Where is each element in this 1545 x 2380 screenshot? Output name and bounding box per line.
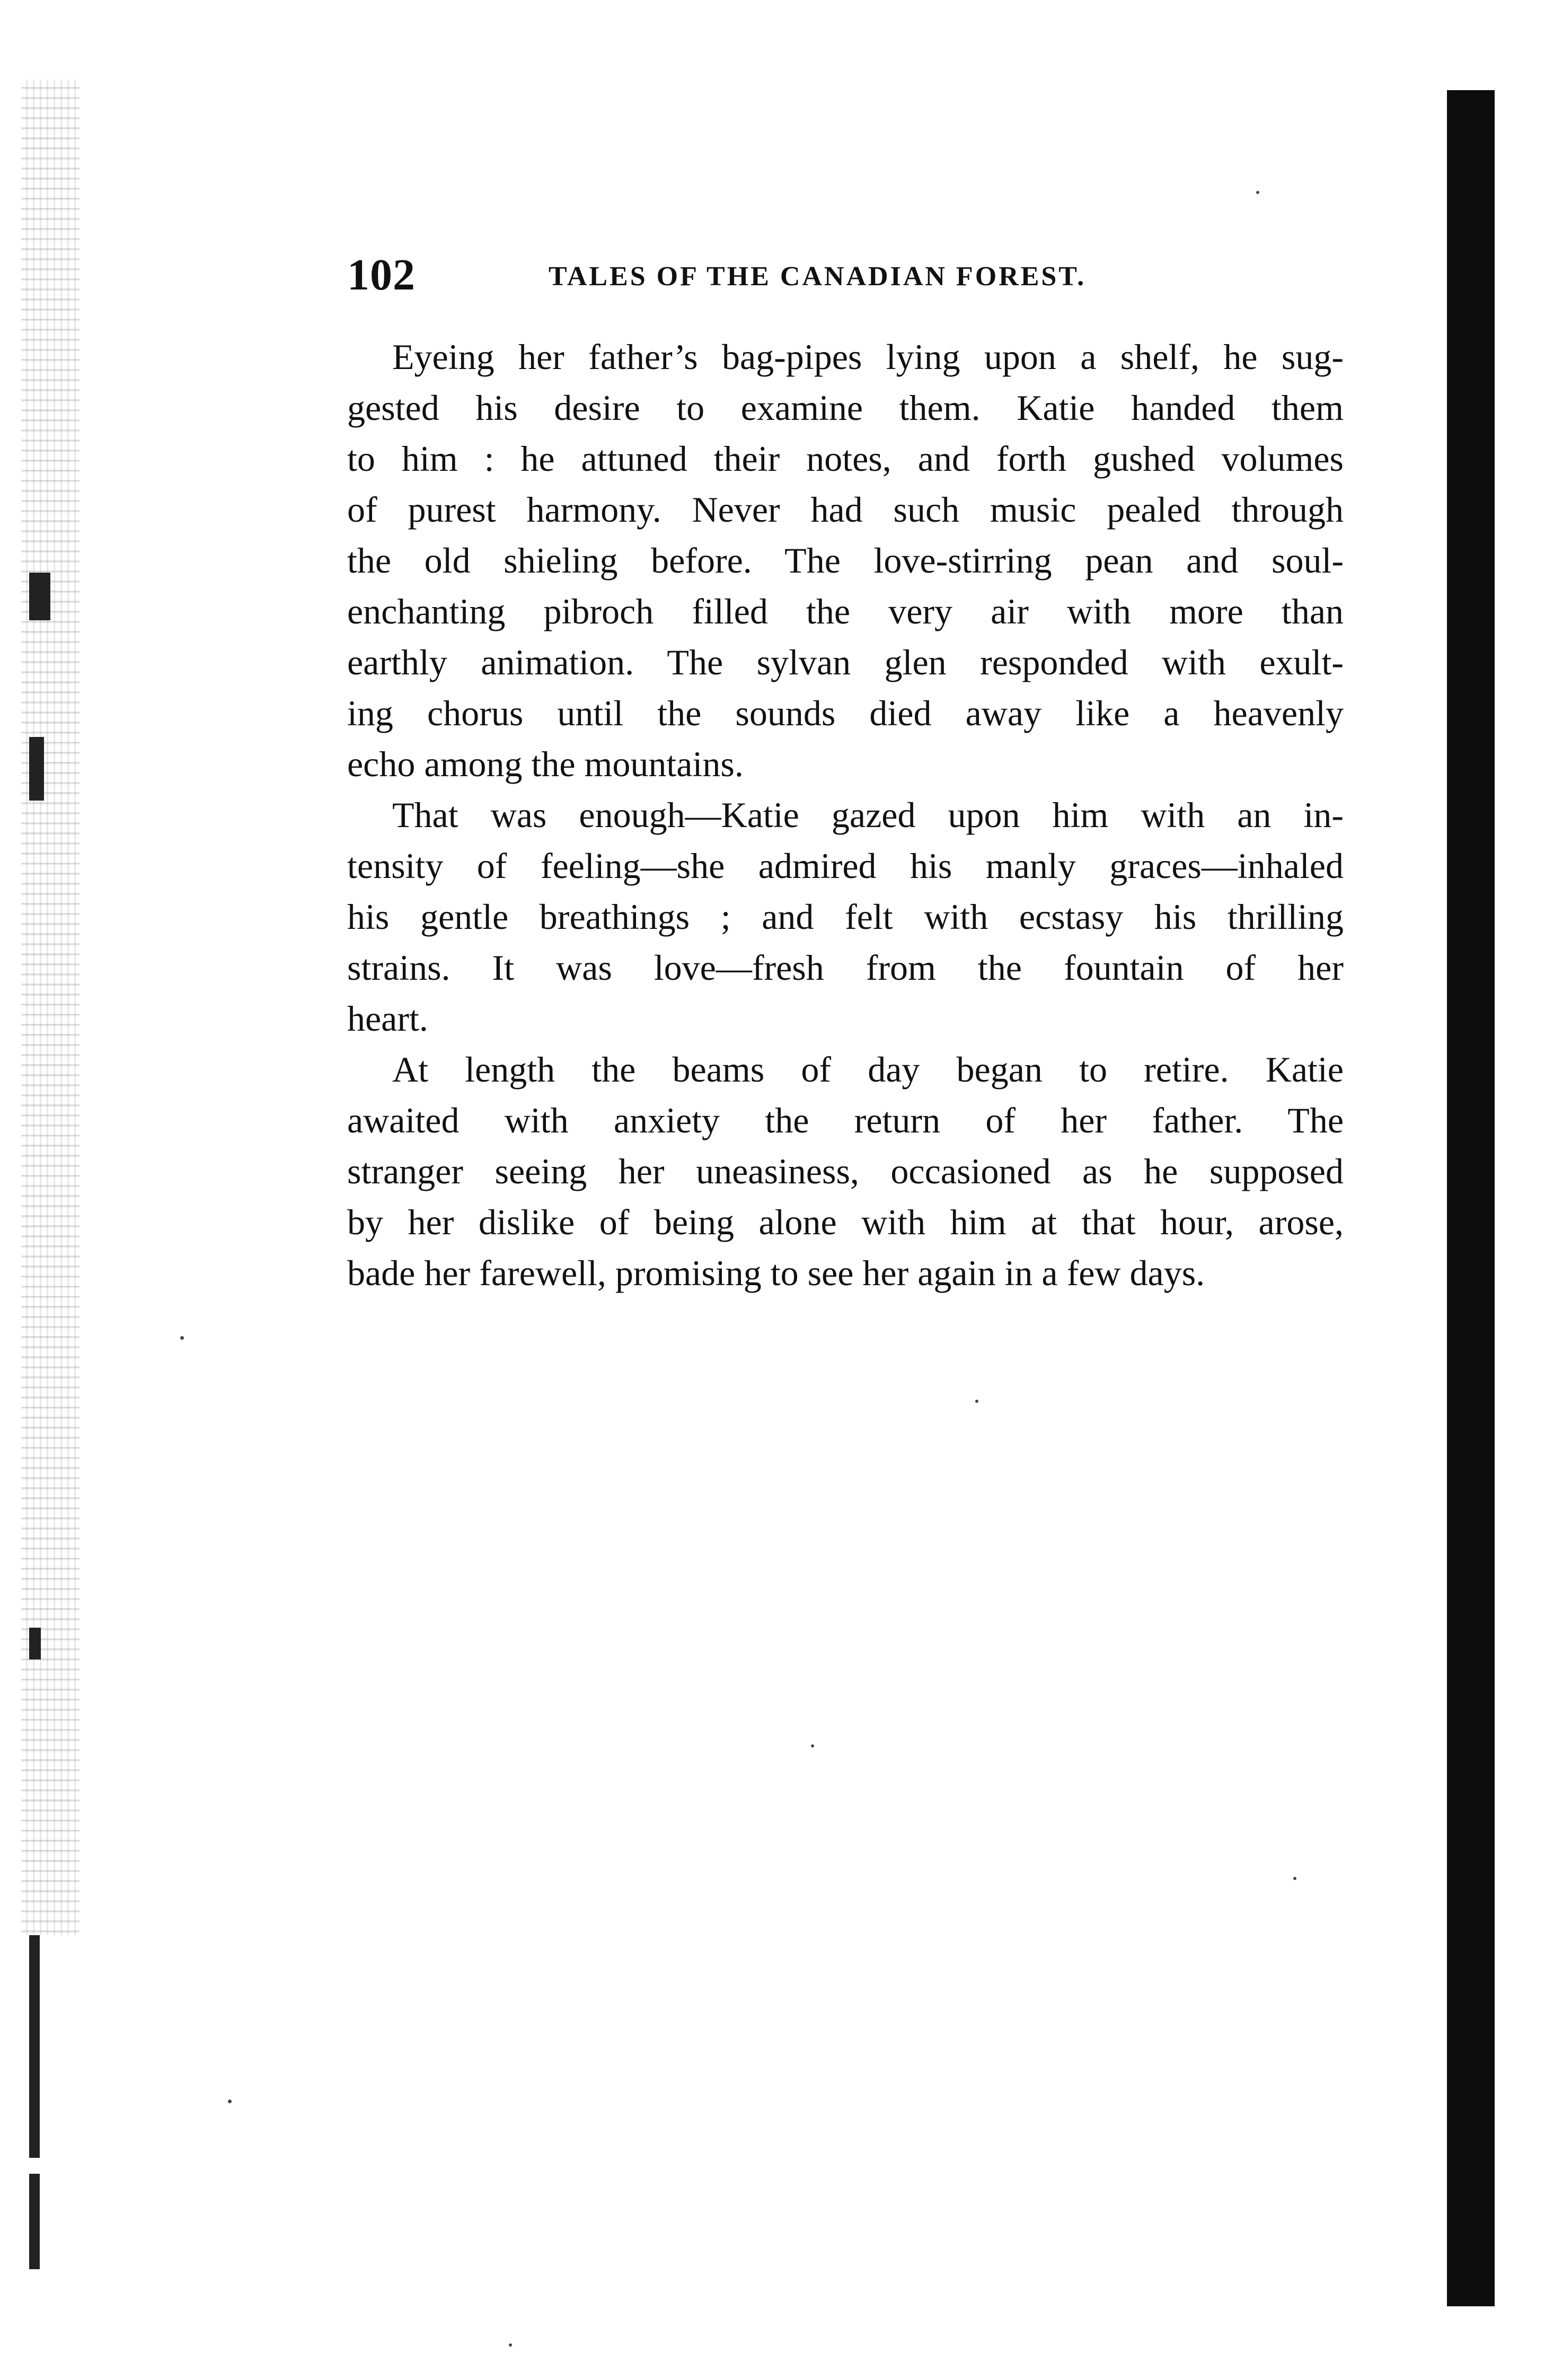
page-header [347,249,1344,308]
paragraph [347,1044,1344,1298]
paragraph [347,331,1344,789]
scan-speck [1256,191,1259,194]
body-text [347,331,1344,1298]
page-edge-shadow [1447,90,1495,2306]
text-line: his gentle breathings ; and felt with ecstasy his thrilling [347,897,1344,937]
text-line: by her dislike of being alone with him at that hour, arose, [347,1202,1344,1242]
text-line: At length the beams of day began to retire. Katie [392,1049,1344,1090]
text-line: gested his desire to examine them. Katie handed them [347,388,1344,428]
text-line: strains. It was love—fresh from the fountain of her [347,947,1344,988]
text-line: tensity of feeling—she admired his manly graces—inhaled [347,846,1344,886]
gutter-mark [29,1628,41,1659]
scan-speck [180,1336,184,1340]
scan-speck [509,2343,512,2347]
scan-speck [975,1400,978,1403]
gutter-mark [29,1935,40,2158]
gutter-mark [29,573,50,620]
text-line: earthly animation. The sylvan glen responded with exult- [347,642,1344,682]
text-line: stranger seeing her uneasiness, occasioned as he supposed [347,1151,1344,1191]
paragraph [347,789,1344,1044]
text-line: heart. [347,998,428,1039]
text-line: the old shieling before. The love-stirring pean and soul- [347,540,1344,581]
text-line: echo among the mountains. [347,744,744,784]
text-line: That was enough—Katie gazed upon him with an in- [392,795,1344,835]
text-line: to him : he attuned their notes, and forth gushed volumes [347,438,1344,479]
text-line: ing chorus until the sounds died away like a heavenly [347,693,1344,733]
text-line: Eyeing her father’s bag-pipes lying upon a shelf, he sug- [392,337,1344,377]
gutter-mark [29,2174,40,2269]
running-title: TALES OF THE CANADIAN FOREST. [549,261,1087,292]
text-line: awaited with anxiety the return of her father. The [347,1100,1344,1140]
text-line: enchanting pibroch filled the very air with more than [347,591,1344,631]
page-number: 102 [347,250,416,300]
scan-speck [1293,1877,1296,1880]
gutter-mark [29,737,44,801]
text-line: bade her farewell, promising to see her again in a few days. [347,1253,1205,1293]
text-line: of purest harmony. Never had such music pealed through [347,489,1344,530]
scan-speck [228,2100,232,2103]
scan-speck [811,1744,814,1747]
